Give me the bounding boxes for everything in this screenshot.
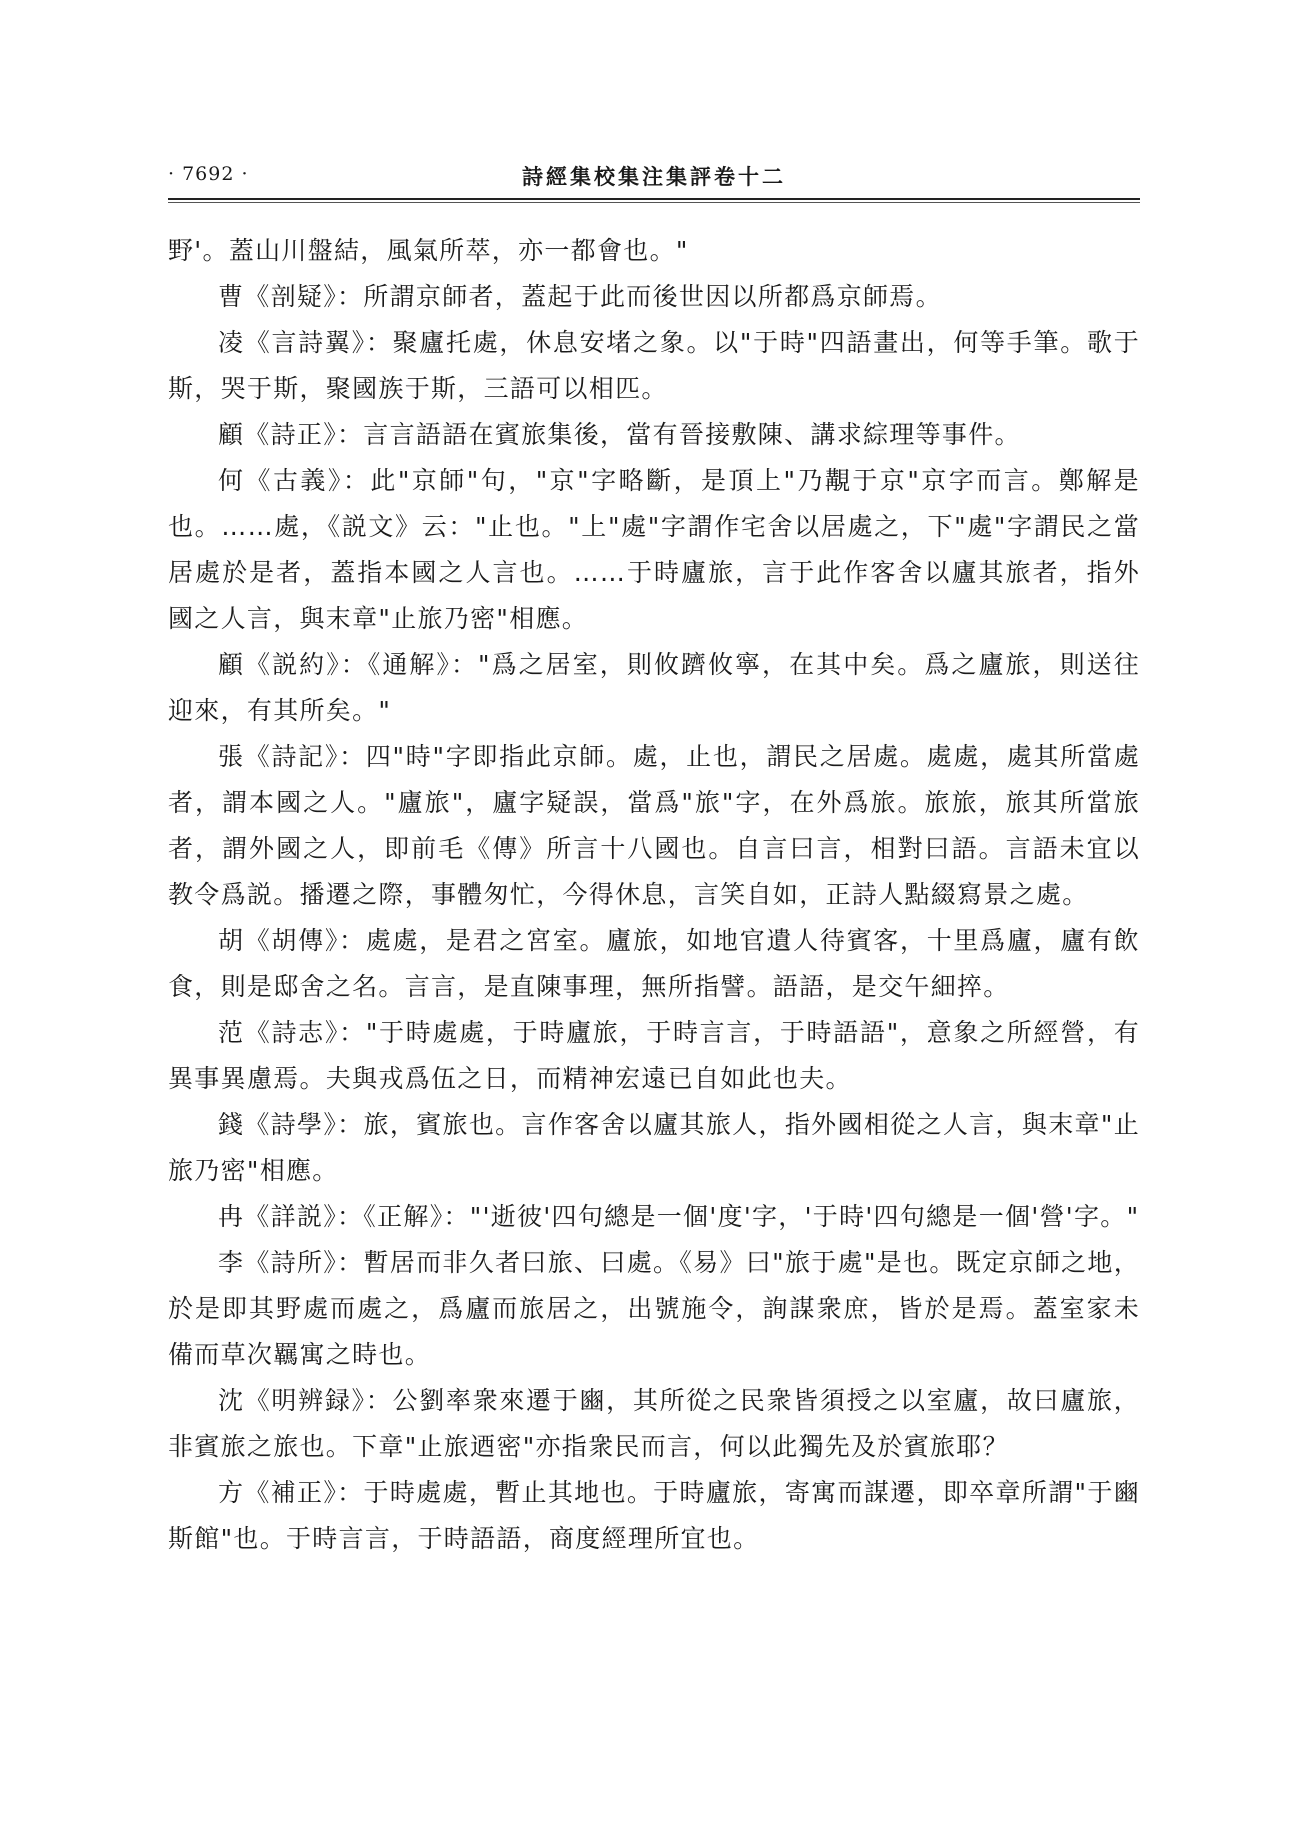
paragraph-shen-mingbianlu: 沈《明辨録》：公劉率衆來遷于豳，其所從之民衆皆須授之以室廬，故曰廬旅，非賓旅之旅也。下章"止旅迺密"亦指衆民而言，何以此獨先及於賓旅耶？ xyxy=(168,1386,1140,1461)
header-rule-thin xyxy=(168,202,1140,203)
page-body xyxy=(168,228,1140,1562)
paragraph-hu-huzhuan: 胡《胡傳》：處處，是君之宮室。廬旅，如地官遺人待賓客，十里爲廬，廬有飲食，則是邸舍之名。言言，是直陳事理，無所指譬。語語，是交午細捽。 xyxy=(168,926,1140,1001)
paragraph-ran-xiangshuo: 冉《詳説》：《正解》："'逝彼'四句總是一個'度'字，'于時'四句總是一個'營'字。" xyxy=(218,1202,1140,1231)
paragraph-fang-buzheng: 方《補正》：于時處處，暫止其地也。于時廬旅，寄寓而謀遷，即卒章所謂"于豳斯館"也。于時言言，于時語語，商度經理所宜也。 xyxy=(168,1478,1140,1553)
paragraph-gu-shizheng: 顧《詩正》：言言語語在賓旅集後，當有晉接敷陳、講求綜理等事件。 xyxy=(218,420,1021,449)
paragraph-gu-shuoyue: 顧《説約》：《通解》："爲之居室，則攸躋攸寧，在其中矣。爲之廬旅，則送往迎來，有其所矣。" xyxy=(168,650,1140,725)
paragraph-he-guyi: 何《古義》：此"京師"句，"京"字略斷，是頂上"乃覯于京"京字而言。鄭解是也。……處，《説文》云："止也。"上"處"字謂作宅舍以居處之，下"處"字謂民之當居處於是者，蓋指本國之人言也。……于時廬旅，言于此作客舍以廬其旅者，指外國之人言，與末章"止旅乃密"相應。 xyxy=(168,466,1140,633)
page-header xyxy=(168,157,1140,197)
header-rule xyxy=(168,198,1140,200)
paragraph-qian-shixue: 錢《詩學》：旅，賓旅也。言作客舍以廬其旅人，指外國相從之人言，與末章"止旅乃密"相應。 xyxy=(168,1110,1140,1185)
running-title: 詩經集校集注集評卷十二 xyxy=(522,165,786,189)
paragraph-cao-pouyi: 曹《剖疑》：所謂京師者，蓋起于此而後世因以所都爲京師焉。 xyxy=(218,282,942,311)
paragraph-li-shisuo: 李《詩所》：暫居而非久者曰旅、曰處。《易》曰"旅于處"是也。既定京師之地，於是即其野處而處之，爲廬而旅居之，出號施令，詢謀衆庶，皆於是焉。蓋室家未備而草次羈寓之時也。 xyxy=(168,1248,1140,1369)
paragraph-ling-yanshiyi: 凌《言詩翼》：聚廬托處，休息安堵之象。以"于時"四語畫出，何等手筆。歌于斯，哭于斯，聚國族于斯，三語可以相匹。 xyxy=(168,328,1140,403)
paragraph-fan-shizhi: 范《詩志》："于時處處，于時廬旅，于時言言，于時語語"，意象之所經營，有異事異慮焉。夫與戎爲伍之日，而精神宏遠已自如此也夫。 xyxy=(168,1018,1140,1093)
paragraph-continuation: 野'。蓋山川盤結，風氣所萃，亦一都會也。" xyxy=(168,236,689,265)
paragraph-zhang-shiji: 張《詩記》：四"時"字即指此京師。處，止也，謂民之居處。處處，處其所當處者，謂本國之人。"廬旅"，廬字疑誤，當爲"旅"字，在外爲旅。旅旅，旅其所當旅者，謂外國之人，即前毛《傳》所言十八國也。自言曰言，相對曰語。言語未宜以教令爲説。播遷之際，事體匆忙，今得休息，言笑自如，正詩人點綴寫景之處。 xyxy=(168,742,1140,909)
page-number: · 7692 · xyxy=(168,163,249,185)
